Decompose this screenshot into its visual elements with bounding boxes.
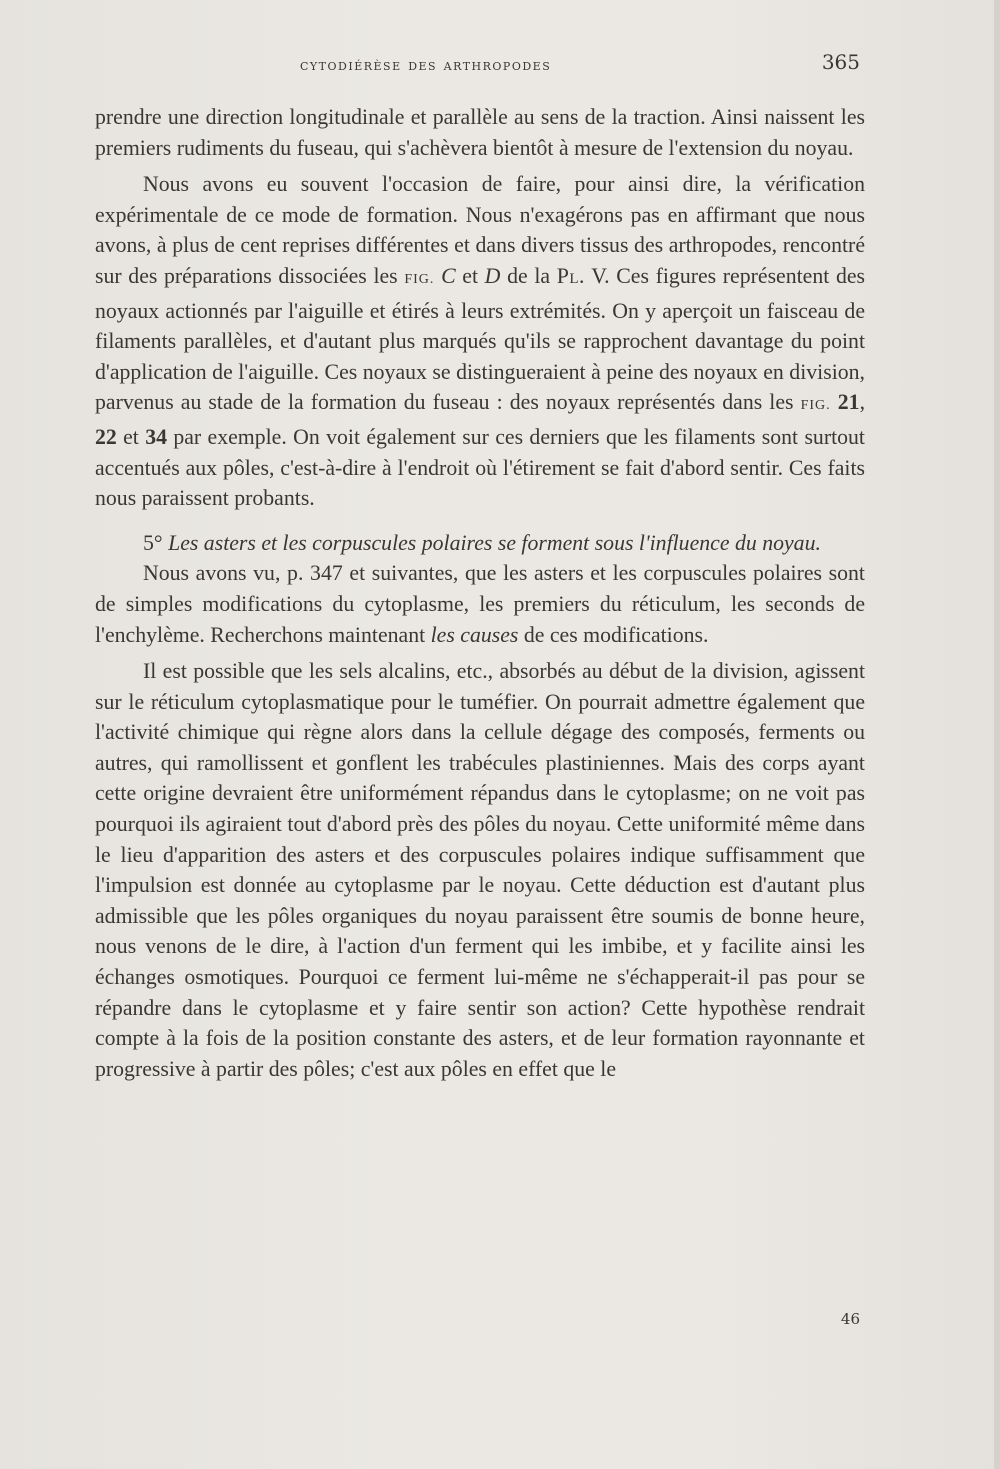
paragraph-3-text-a: Nous avons vu, p. 347 et suivantes, que les asters et les corpuscules polaires sont de simples modifications du cytoplasme, les premiers du réticulum, les seconds de l'enchylème. Recherchons maintenant [95, 561, 865, 647]
paragraph-4: Il est possible que les sels alcalins, etc., absorbés au début de la division, agissent sur le réticulum cytoplasmatique pour le tuméfier. On pourrait admettre également que l'activité chimique qui règne alors dans la cellule dégage des composés, ferments ou autres, qui ramollissent et gonflent les trabécules plastiniennes. Mais des corps ayant cette origine devraient être uniformément répandus dans le cytoplasme; on ne voit pas pourquoi ils agiraient tout d'abord près des pôles du noyau. Cette uniformité même dans le lieu d'apparition des asters et des corpuscules polaires indique suffisamment que l'impulsion est donnée au cytoplasme par le noyau. Cette déduction est d'autant plus admissible que les pôles organiques du noyau paraissent être soumis de bonne heure, nous venons de le dire, à l'action d'un ferment qui les imbibe, et y facilite ainsi les échanges osmotiques. Pourquoi ce ferment lui-même ne s'échapperait-il pas pour se répandre dans le cytoplasme et y faire sentir son action? Cette hypothèse rendrait compte à la fois de la position constante des asters, et de leur formation rayonnante et progressive à partir des pôles; c'est aux pôles en effet que le [95, 659, 865, 1081]
figure-number-34: 34 [145, 424, 168, 449]
plate-ref-label: Pl. [556, 263, 585, 288]
page-number: 365 [821, 50, 860, 74]
figure-letter-d: D [484, 263, 501, 288]
paragraph-2-text-e: , [859, 390, 866, 415]
paragraph-2-text-d: V. Ces figures représentent des noyaux actionnés par l'aiguille et étirés à leurs extrémités. On y aperçoit un faisceau de filaments parallèles, et d'autant plus marqués qu'ils se rapprochent davantage du point d'application de l'aiguille. Ces noyaux se distingueraient à peine des noyaux en division, parvenus au stade de la formation du fuseau : des noyaux représentés dans les [95, 263, 866, 415]
paragraph-3-text-b: de ces modifications. [518, 622, 709, 647]
paragraph-3-italic: les causes [430, 622, 519, 647]
running-title: cytodiérèse des arthropodes [300, 55, 552, 74]
paragraph-2 [95, 169, 865, 514]
figure-number-22: 22 [95, 424, 117, 449]
paragraph-2-text-g: par exemple. On voit également sur ces derniers que les filaments sont surtout accentués aux pôles, c'est-à-dire à l'endroit où l'étirement se fait d'abord sentir. Ces faits nous paraissent probants. [95, 424, 865, 511]
signature-mark: 46 [840, 1310, 860, 1328]
section-number: 5° [143, 530, 163, 555]
paragraph-2-text-c: de la [500, 263, 557, 288]
paragraph-2-text-f: et [116, 424, 146, 449]
paragraph-3 [95, 558, 865, 650]
figure-ref-label-2: FIG. [800, 398, 831, 414]
figure-letter-c: C [441, 263, 456, 288]
figure-number-21: 21 [837, 390, 860, 415]
section-title: Les asters et les corpuscules polaires se forment sous l'influence du noyau. [168, 530, 821, 555]
page-edge [994, 0, 1000, 1469]
section-heading [95, 528, 865, 559]
paragraph-2-text-a: Nous avons eu souvent l'occasion de faire, pour ainsi dire, la vérification expérimentale de ce mode de formation. Nous n'exagérons pas en affirmant que nous avons, à plus de cent reprises différentes et dans divers tissus des arthropodes, rencontré sur des préparations dissociées les [95, 172, 865, 288]
paragraph-1: prendre une direction longitudinale et parallèle au sens de la traction. Ainsi naissent les premiers rudiments du fuseau, qui s'achèvera bientôt à mesure de l'extension du noyau. [95, 105, 865, 160]
body-text [95, 102, 865, 1084]
paragraph-2-text-b: et [455, 263, 485, 288]
figure-ref-label: FIG. [404, 271, 435, 287]
